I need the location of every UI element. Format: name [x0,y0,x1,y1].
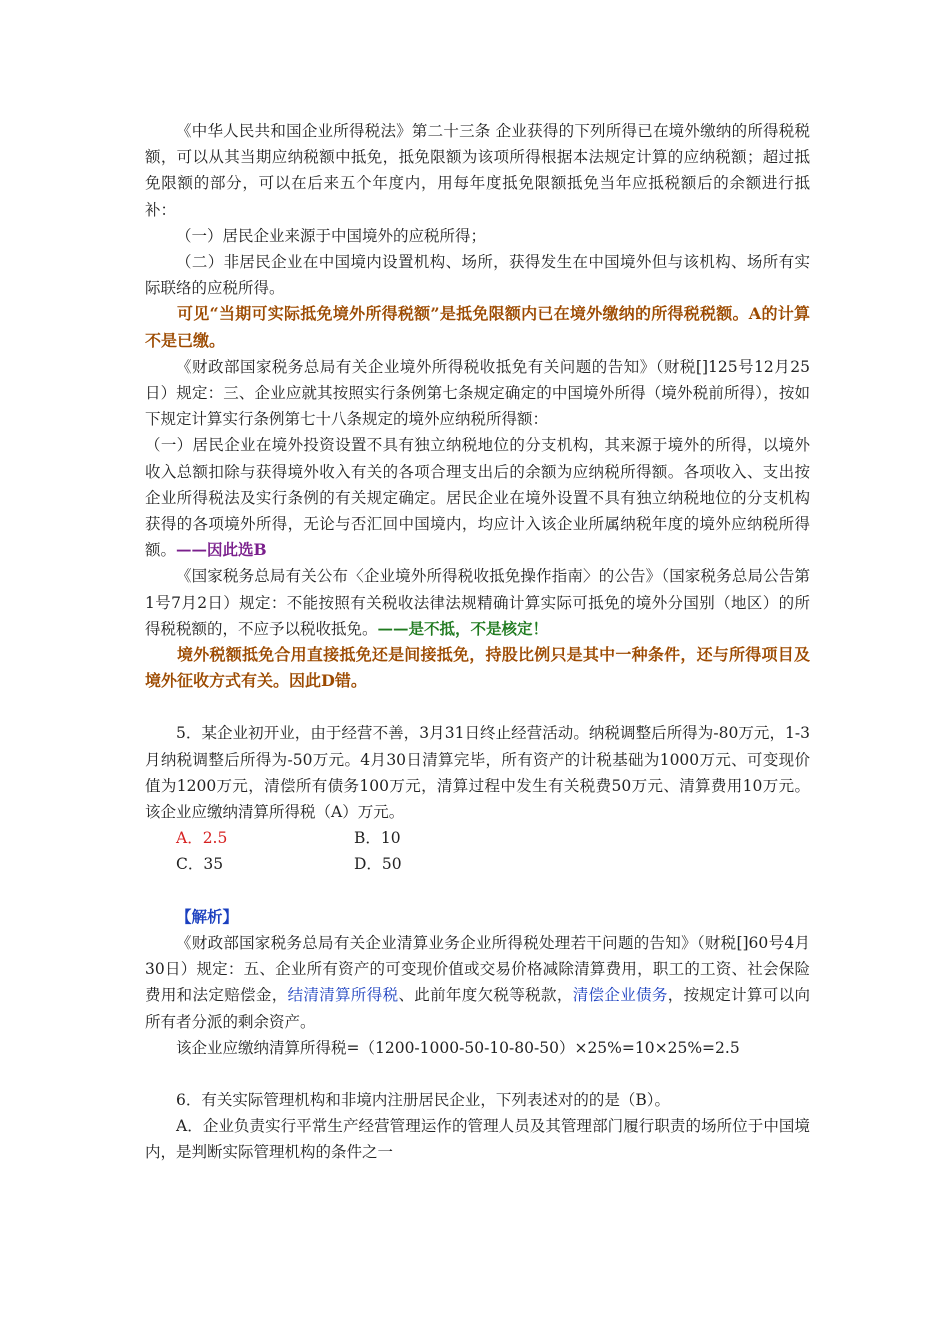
question-5-options-row-2 [145,851,810,877]
notice-125-item-1 [145,432,810,563]
document-page [145,118,810,1166]
calculation-formula: 该企业应缴纳清算所得税=（1200-1000-50-10-80-50）×25%=10×25%=2.5 [176,1038,740,1057]
option-c: C．35 [176,855,224,874]
law-article-paragraph: 《中华人民共和国企业所得税法》第二十三条 企业获得的下列所得已在境外缴纳的所得税税额，可以从其当期应纳税额中抵免，抵免限额为该项所得根据本法规定计算的应纳税额；超过抵免限额的部分，可以在后来五个年度内，用每年度抵免限额抵免当年应抵税额后的余额进行抵补： [145,122,810,219]
highlight-settle-debt: 清偿企业债务 [572,986,668,1005]
not-credit-note: ——是不抵，不是核定！ [377,618,549,638]
analysis-paragraph [145,930,810,1035]
question-5-options-row-1 [145,825,810,851]
analysis-text-1: 《财政部国家税务总局有关企业清算业务企业所得税处理若干问题的告知》（财税[]60号4月30日）规定：五、企业所有资产的可变现价值或交易价格减除清算费用，职工的工资、社会保险费用和法定赔偿金， [145,933,810,1005]
announcement-paragraph [145,563,810,642]
answer-note-b: ——因此选B [176,540,267,560]
notice-125-paragraph: 《财政部国家税务总局有关企业境外所得税收抵免有关问题的告知》（财税[]125号12月25日）规定：三、企业应就其按照实行条例第七条规定确定的中国境外所得（境外税前所得），按如下规定计算实行条例第七十八条规定的境外应纳税所得额： [145,357,810,429]
highlight-settle-tax: 结清清算所得税 [287,986,399,1005]
question-6-stem: 6．有关实际管理机构和非境内注册居民企业，下列表述对的的是（B）。 [176,1090,671,1109]
analysis-text-2: 、此前年度欠税等税款， [398,986,573,1005]
analysis-heading: 【解析】 [176,906,239,926]
conclusion-d: 境外税额抵免合用直接抵免还是间接抵免，持股比例只是其中一种条件，还与所得项目及境外征收方式有关。因此D错。 [145,645,810,691]
option-a: A．2.5 [176,829,228,848]
option-b: B．10 [354,829,401,848]
analysis-text-3: ，按规定计算可以向所有者分派的剩余资产。 [145,986,810,1031]
announcement-text: 《国家税务总局有关公布〈企业境外所得税收抵免操作指南〉的公告》（国家税务总局公告第1号7月2日）规定：不能按照有关税收法律法规精确计算实际可抵免的境外分国别（地区）的所得税税额的，不应予以税收抵免。 [145,567,810,638]
question-6-option-a: A．企业负责实行平常生产经营管理运作的管理人员及其管理部门履行职责的场所位于中国境内，是判断实际管理机构的条件之一 [145,1117,810,1162]
conclusion-a: 可见“当期可实际抵免境外所得税额”是抵免限额内已在境外缴纳的所得税税额。A的计算不是已缴。 [145,304,810,350]
law-item-1: （一）居民企业来源于中国境外的应税所得； [176,226,487,245]
law-item-2: （二）非居民企业在中国境内设置机构、场所，获得发生在中国境外但与该机构、场所有实际联络的应税所得。 [145,253,810,298]
option-d: D．50 [354,855,402,874]
notice-125-item-1-text: （一）居民企业在境外投资设置不具有独立纳税地位的分支机构，其来源于境外的所得，以境外收入总额扣除与获得境外收入有关的各项合理支出后的余额为应纳税所得额。各项收入、支出按企业所得税法及实行条例的有关规定确定。居民企业在境外设置不具有独立纳税地位的分支机构获得的各项境外所得，无论与否汇回中国境内，均应计入该企业所属纳税年度的境外应纳税所得额。 [145,436,810,560]
question-5-stem: 5．某企业初开业，由于经营不善，3月31日终止经营活动。纳税调整后所得为-80万元，1-3月纳税调整后所得为-50万元。4月30日清算完毕，所有资产的计税基础为1000万元、可变现价值为1200万元，清偿所有债务100万元，清算过程中发生有关税费50万元、清算费用10万元。该企业应缴纳清算所得税（A）万元。 [145,724,810,822]
